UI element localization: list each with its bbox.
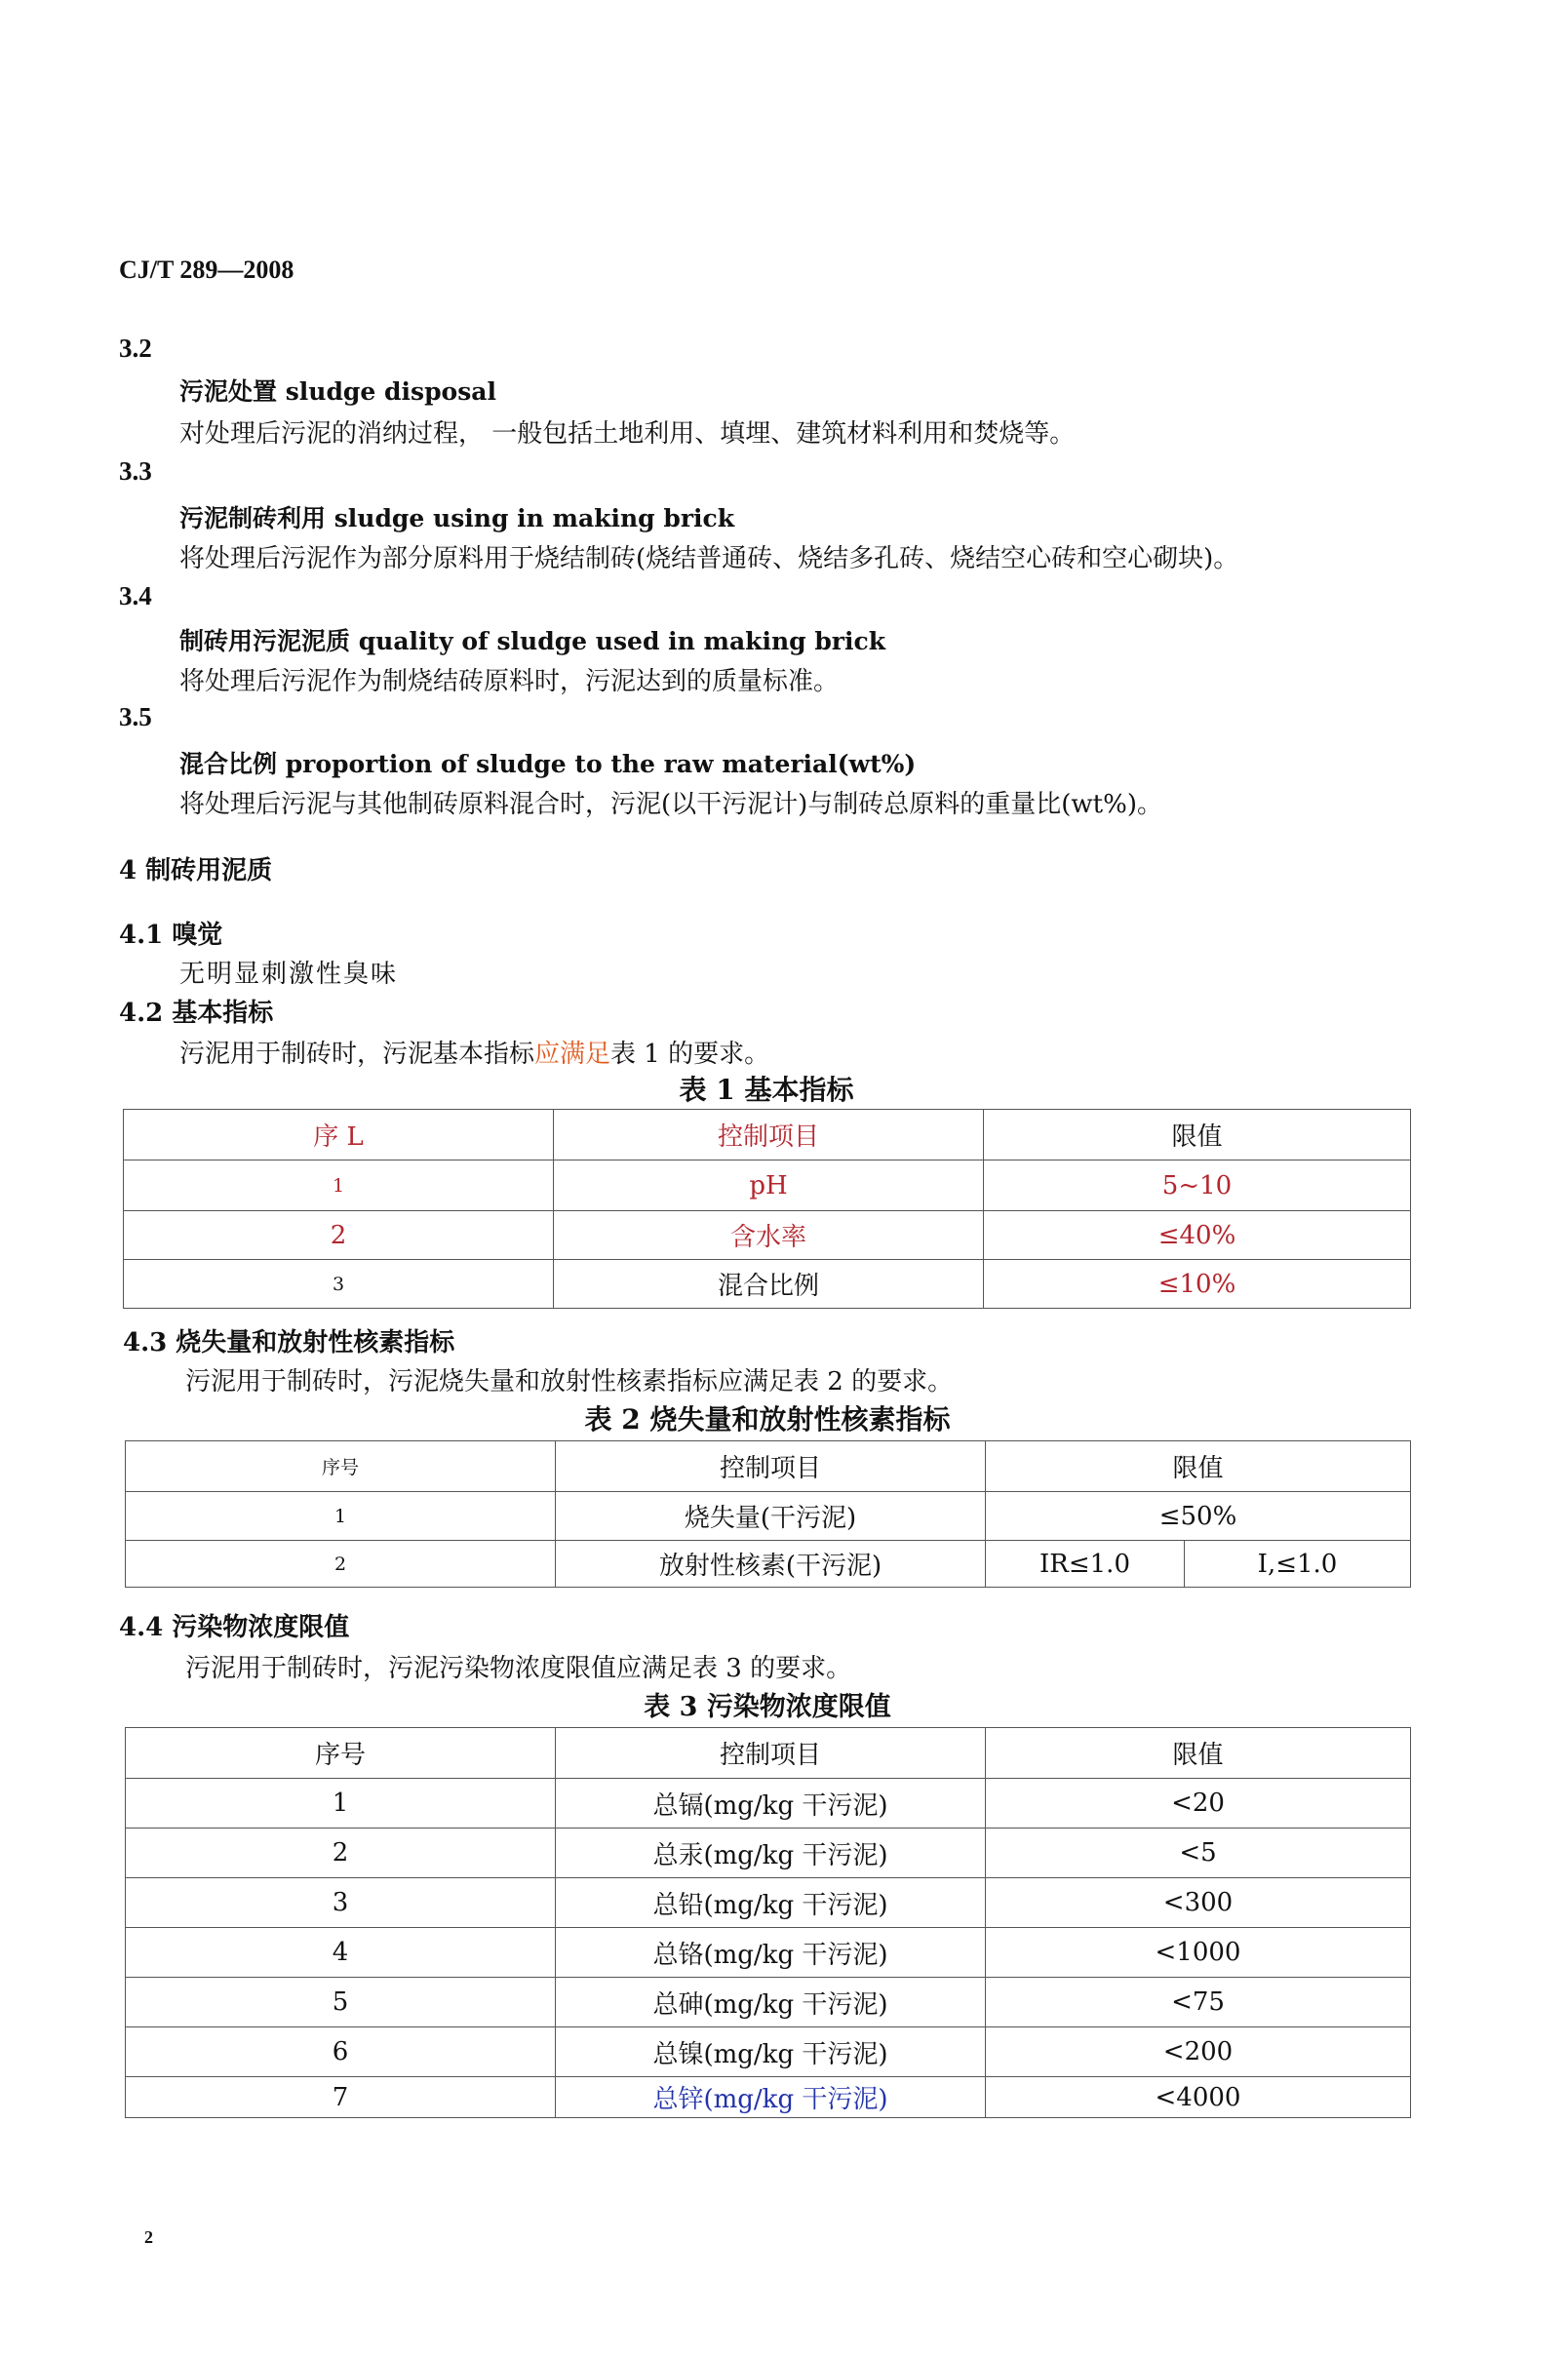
section-number-3-4: 3.4	[119, 581, 152, 610]
table-row	[126, 1928, 1411, 1978]
table-1-header-seq: 序 L	[124, 1110, 554, 1160]
section-title-4: 4 制砖用泥质	[119, 856, 273, 885]
table-3-cell-item: 总锌(mg/kg 干污泥)	[556, 2077, 986, 2118]
table-3-header-limit: 限值	[986, 1728, 1411, 1779]
paragraph-4-3: 污泥用于制砖时，污泥烧失量和放射性核素指标应满足表 2 的要求。	[185, 1367, 954, 1396]
paragraph-4-1: 无明显刺激性臭味	[179, 960, 399, 989]
table-2-cell-item: 放射性核素(干污泥)	[556, 1541, 986, 1588]
table-2-header-item: 控制项目	[556, 1441, 986, 1492]
table-1-cell-limit: ≤10%	[984, 1260, 1411, 1309]
table-3-cell-seq: 5	[126, 1978, 556, 2027]
table-3	[125, 1727, 1411, 2118]
table-row	[126, 2027, 1411, 2077]
table-1-cell-seq: 3	[124, 1260, 554, 1309]
section-title-4-4: 4.4 污染物浓度限值	[119, 1613, 350, 1642]
section-number-3-5: 3.5	[119, 702, 152, 731]
table-3-header-row	[126, 1728, 1411, 1779]
table-row	[126, 1541, 1411, 1588]
table-1-cell-item: 含水率	[554, 1211, 984, 1260]
table-1-header-limit: 限值	[984, 1110, 1411, 1160]
table-3-header-item: 控制项目	[556, 1728, 986, 1779]
table-3-cell-item: 总镉(mg/kg 干污泥)	[556, 1779, 986, 1829]
table-3-header-seq: 序号	[126, 1728, 556, 1779]
table-3-cell-limit: <1000	[986, 1928, 1411, 1978]
term-3-5: 混合比例 proportion of sludge to the raw material(wt%)	[179, 750, 917, 778]
table-1-caption: 表 1 基本指标	[679, 1074, 854, 1106]
table-2-cell-limit: ≤50%	[986, 1492, 1411, 1541]
table-2	[125, 1440, 1411, 1588]
table-2-header-row	[126, 1441, 1411, 1492]
table-2-cell-limit-ir: IR≤1.0	[986, 1541, 1185, 1588]
table-2-cell-seq: 2	[126, 1541, 556, 1588]
table-2-header-limit: 限值	[986, 1441, 1411, 1492]
table-row	[124, 1260, 1411, 1309]
table-3-cell-seq: 2	[126, 1829, 556, 1878]
table-3-cell-limit: <5	[986, 1829, 1411, 1878]
paragraph-4-2	[179, 1034, 769, 1070]
paragraph-4-2-highlight: 应满足	[534, 1040, 611, 1069]
table-row	[124, 1211, 1411, 1260]
definition-3-3: 将处理后污泥作为部分原料用于烧结制砖(烧结普通砖、烧结多孔砖、烧结空心砖和空心砌块)。	[179, 544, 1239, 573]
table-1-cell-limit: 5~10	[984, 1160, 1411, 1211]
table-1-cell-item: pH	[554, 1160, 984, 1211]
term-3-3: 污泥制砖利用 sludge using in making brick	[179, 504, 735, 532]
table-2-cell-item: 烧失量(干污泥)	[556, 1492, 986, 1541]
term-3-2: 污泥处置 sludge disposal	[179, 377, 497, 406]
section-title-4-3: 4.3 烧失量和放射性核素指标	[123, 1328, 455, 1357]
table-1-cell-item: 混合比例	[554, 1260, 984, 1309]
table-3-caption: 表 3 污染物浓度限值	[644, 1692, 891, 1722]
table-3-cell-seq: 4	[126, 1928, 556, 1978]
table-row	[126, 1878, 1411, 1928]
table-1-cell-limit: ≤40%	[984, 1211, 1411, 1260]
definition-3-5: 将处理后污泥与其他制砖原料混合时，污泥(以干污泥计)与制砖总原料的重量比(wt%)。	[179, 790, 1162, 819]
table-3-cell-seq: 7	[126, 2077, 556, 2118]
table-1	[123, 1109, 1411, 1309]
table-3-cell-item: 总铅(mg/kg 干污泥)	[556, 1878, 986, 1928]
definition-3-4: 将处理后污泥作为制烧结砖原料时，污泥达到的质量标准。	[179, 667, 840, 696]
paragraph-4-2-part-c: 表 1 的要求。	[610, 1040, 770, 1069]
table-2-cell-limit-i: I,≤1.0	[1185, 1541, 1411, 1588]
table-row	[126, 1978, 1411, 2027]
section-title-4-2: 4.2 基本指标	[119, 999, 274, 1028]
table-3-cell-seq: 6	[126, 2027, 556, 2077]
definition-3-2: 对处理后污泥的消纳过程， 一般包括土地利用、填埋、建筑材料利用和焚烧等。	[179, 419, 1076, 449]
document-id: CJ/T 289—2008	[119, 256, 294, 284]
table-3-cell-limit: <20	[986, 1779, 1411, 1829]
table-2-header-seq: 序号	[126, 1441, 556, 1492]
section-title-4-1: 4.1 嗅觉	[119, 921, 223, 950]
table-3-cell-item: 总镍(mg/kg 干污泥)	[556, 2027, 986, 2077]
table-1-header-row	[124, 1110, 1411, 1160]
table-2-cell-seq: 1	[126, 1492, 556, 1541]
table-3-cell-seq: 3	[126, 1878, 556, 1928]
table-2-caption: 表 2 烧失量和放射性核素指标	[584, 1403, 951, 1436]
table-3-cell-seq: 1	[126, 1779, 556, 1829]
table-row	[124, 1160, 1411, 1211]
paragraph-4-2-part-a: 污泥用于制砖时，污泥基本指标	[179, 1040, 535, 1069]
table-3-cell-limit: <200	[986, 2027, 1411, 2077]
paragraph-4-4: 污泥用于制砖时，污泥污染物浓度限值应满足表 3 的要求。	[185, 1654, 852, 1683]
table-row	[126, 1492, 1411, 1541]
section-number-3-2: 3.2	[119, 334, 152, 363]
table-3-cell-item: 总砷(mg/kg 干污泥)	[556, 1978, 986, 2027]
term-3-4: 制砖用污泥泥质 quality of sludge used in making brick	[179, 627, 886, 655]
table-3-cell-limit: <4000	[986, 2077, 1411, 2118]
table-3-cell-item: 总汞(mg/kg 干污泥)	[556, 1829, 986, 1878]
table-1-cell-seq: 1	[124, 1160, 554, 1211]
table-row	[126, 1779, 1411, 1829]
table-row	[126, 1829, 1411, 1878]
table-3-cell-limit: <300	[986, 1878, 1411, 1928]
table-3-cell-limit: <75	[986, 1978, 1411, 2027]
table-3-cell-item: 总铬(mg/kg 干污泥)	[556, 1928, 986, 1978]
table-row	[126, 2077, 1411, 2118]
table-1-cell-seq: 2	[124, 1211, 554, 1260]
page-number: 2	[144, 2227, 153, 2247]
table-1-header-item: 控制项目	[554, 1110, 984, 1160]
section-number-3-3: 3.3	[119, 456, 152, 486]
